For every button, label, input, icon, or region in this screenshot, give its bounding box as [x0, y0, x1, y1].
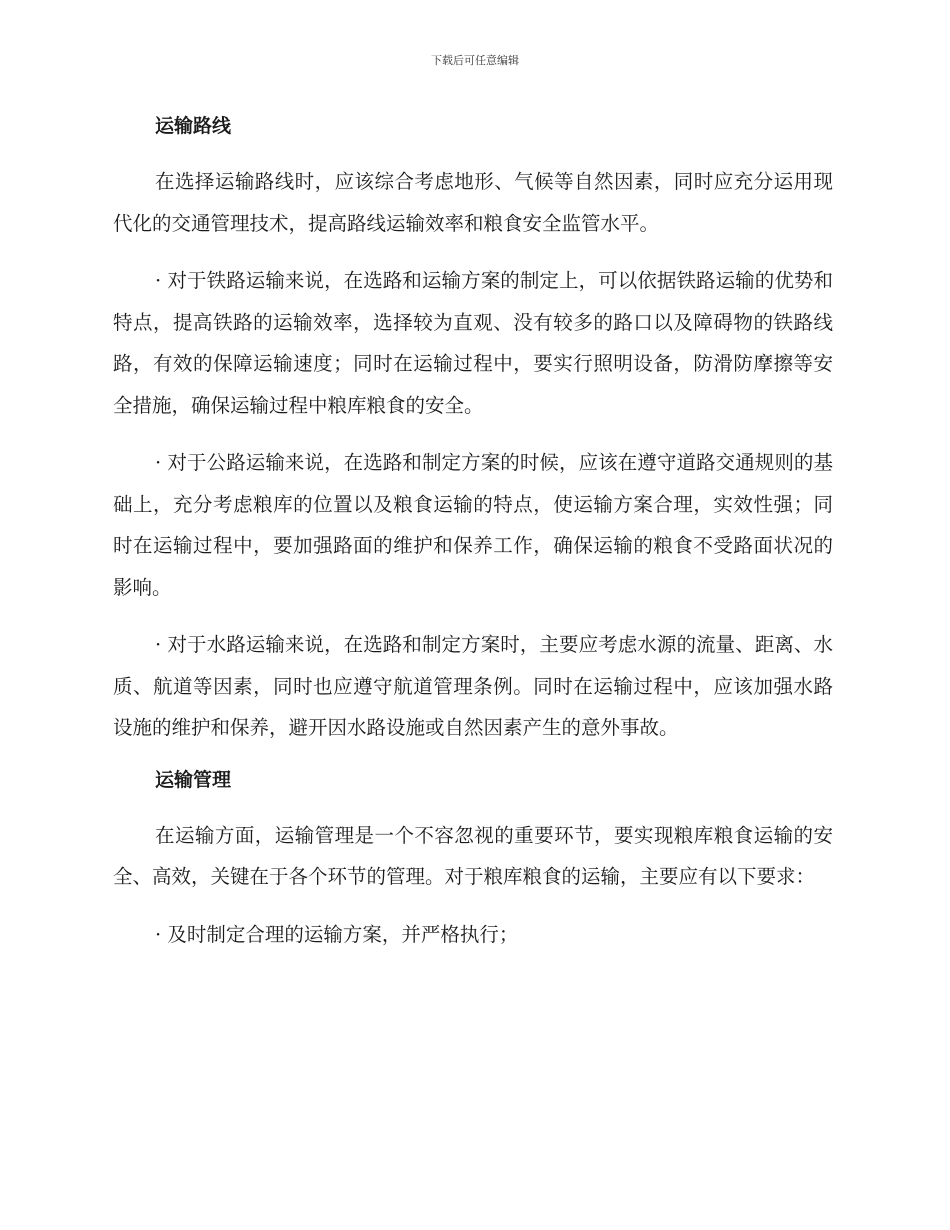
paragraph-railway: · 对于铁路运输来说，在选路和运输方案的制定上，可以依据铁路运输的优势和特点，提高铁路的运输效率，选择较为直观、没有较多的路口以及障碍物的铁路线路，有效的保障运输速度；同时在运输过程中，要实行照明设备，防滑防摩擦等安全措施，确保运输过程中粮库粮食的安全。 — [113, 269, 833, 417]
section-heading: 运输管理 — [155, 768, 232, 791]
paragraph-requirement-1: · 及时制定合理的运输方案，并严格执行； — [155, 922, 519, 946]
page-header-note: 下载后可任意编辑 — [431, 54, 519, 67]
section-heading: 运输路线 — [155, 115, 232, 137]
document-body — [113, 109, 833, 971]
section-transport-management — [113, 763, 833, 956]
paragraph-waterway: · 对于水路运输来说，在选路和制定方案时，主要应考虑水源的流量、距离、水质、航道等因素，同时也应遵守航道管理条例。同时在运输过程中，应该加强水路设施的维护和保养，避开因水路设施或自然因素产生的意外事故。 — [113, 633, 833, 739]
paragraph-management-intro: 在运输方面，运输管理是一个不容忽视的重要环节，要实现粮库粮食运输的安全、高效，关键在于各个环节的管理。对于粮库粮食的运输，主要应有以下要求： — [113, 823, 833, 888]
paragraph-highway: · 对于公路运输来说，在选路和制定方案的时候，应该在遵守道路交通规则的基础上，充分考虑粮库的位置以及粮食运输的特点，使运输方案合理，实效性强；同时在运输过程中，要加强路面的维护和保养工作，确保运输的粮食不受路面状况的影响。 — [113, 451, 833, 599]
paragraph-intro: 在选择运输路线时，应该综合考虑地形、气候等自然因素，同时应充分运用现代化的交通管理技术，提高路线运输效率和粮食安全监管水平。 — [113, 170, 833, 235]
section-transport-routes — [113, 109, 833, 749]
